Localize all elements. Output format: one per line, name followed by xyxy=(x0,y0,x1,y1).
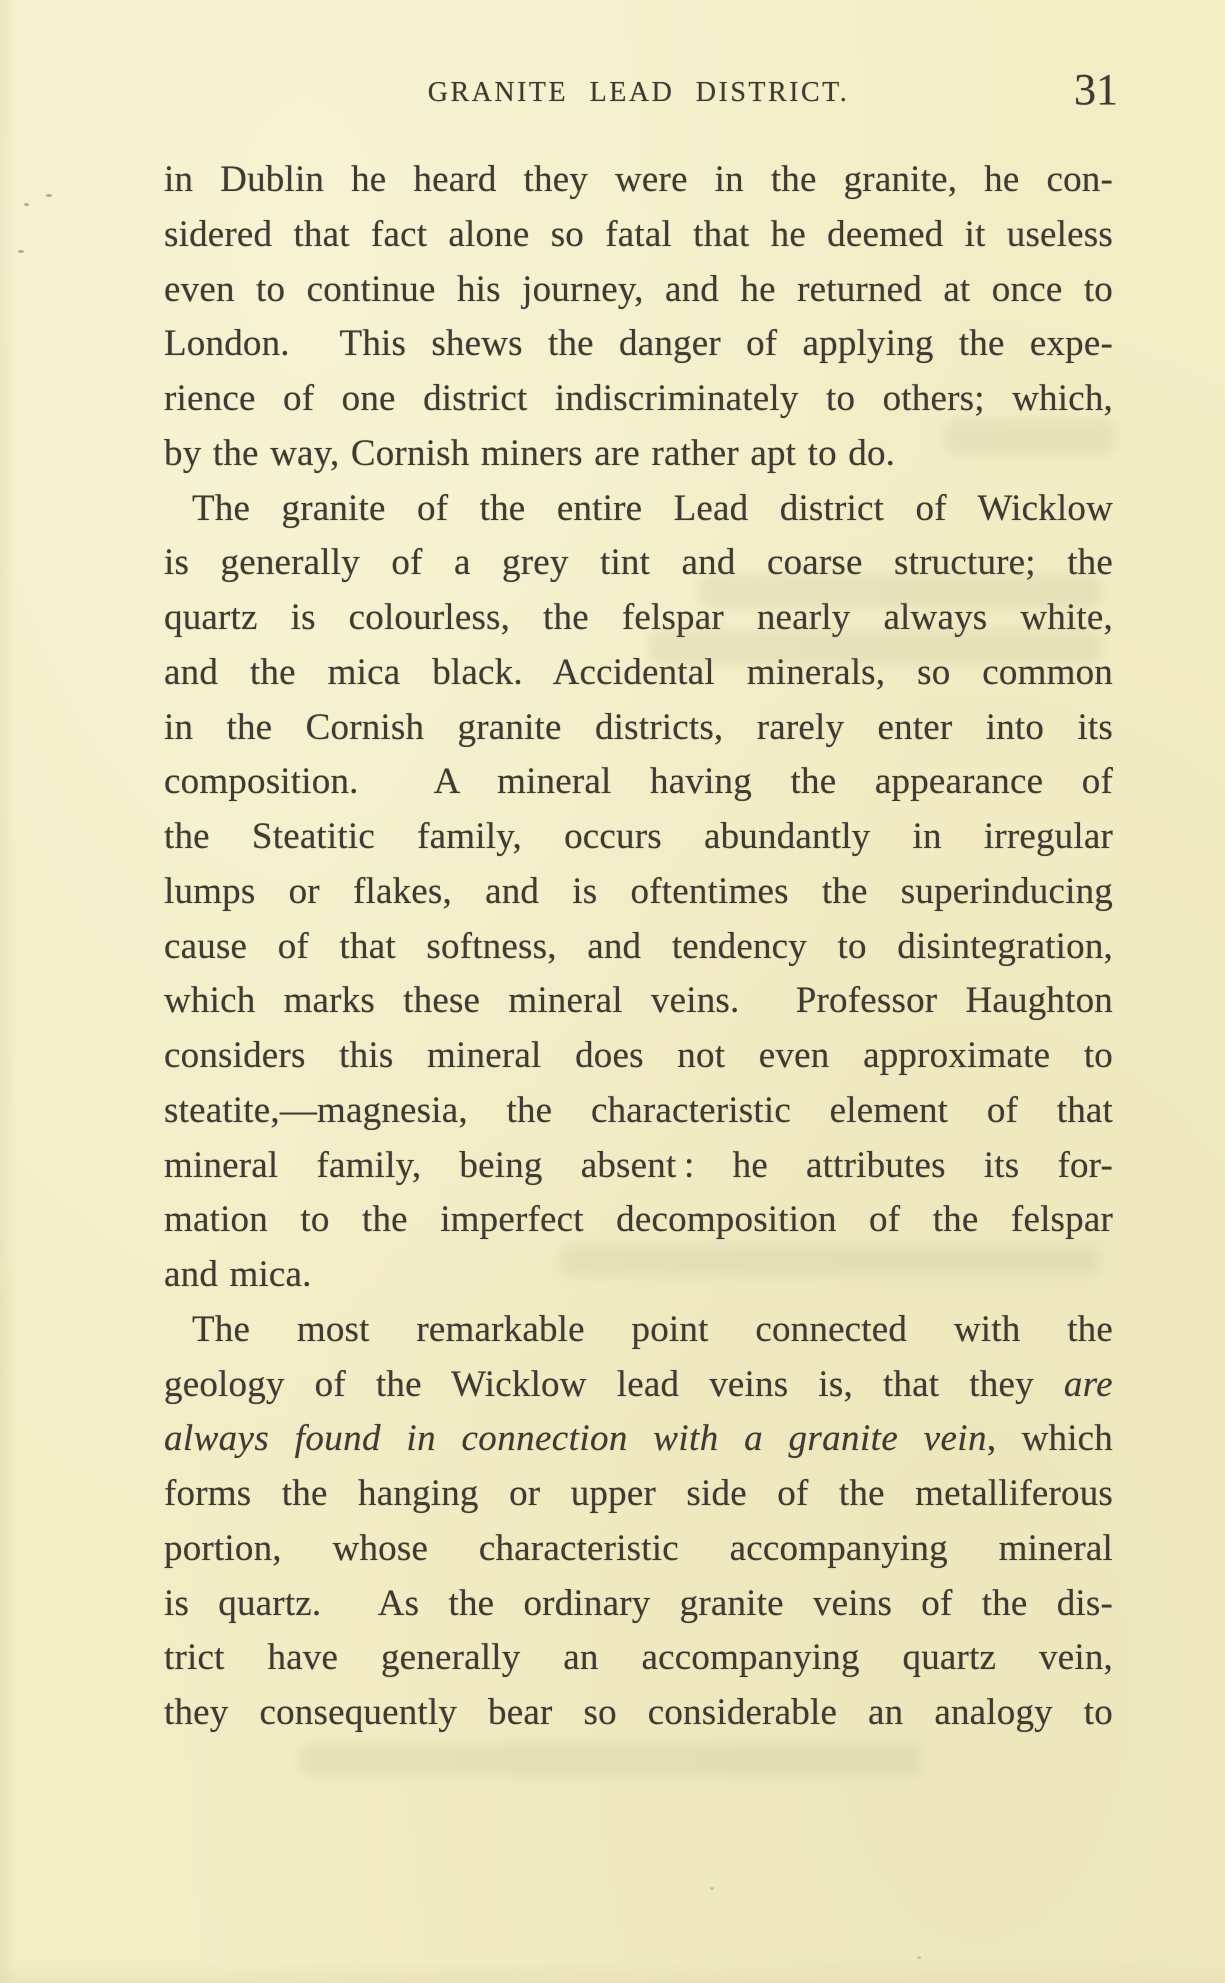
italic-text-segment: are xyxy=(1063,1363,1113,1405)
text-line: in Dublin he heard they were in the granite, he con- xyxy=(164,159,1113,200)
text-line xyxy=(164,1358,1113,1413)
text-line: cause of that softness, and tendency to disintegration, xyxy=(164,925,1113,967)
text-line: which marks these mineral veins. Professor Haughton xyxy=(164,980,1113,1022)
bleedthrough-smudge xyxy=(700,574,1100,608)
paper-speck xyxy=(18,250,24,253)
running-header-title: GRANITE LEAD DISTRICT. xyxy=(427,77,850,108)
text-line: composition. A mineral having the appearance of xyxy=(164,761,1113,803)
text-line: is generally of a grey tint and coarse structure; the xyxy=(164,542,1113,584)
text-line: and mica. xyxy=(164,1254,312,1295)
text-line: London. This shews the danger of applying the expe- xyxy=(164,323,1113,365)
text-line: in the Cornish granite districts, rarely enter into its xyxy=(164,706,1113,748)
bleedthrough-smudge xyxy=(945,420,1115,454)
text-line: by the way, Cornish miners are rather apt to do. xyxy=(164,432,896,474)
text-line: even to continue his journey, and he returned at once to xyxy=(164,268,1113,310)
page-number: 31 xyxy=(1074,65,1118,114)
text-line: sidered that fact alone so fatal that he deemed it useless xyxy=(164,213,1113,255)
text-segment: geology of the Wicklow lead veins is, that they xyxy=(164,1363,1064,1405)
text-line xyxy=(164,1412,1113,1467)
text-line: The most remarkable point connected with the xyxy=(192,1308,1113,1350)
text-line: lumps or flakes, and is oftentimes the superinducing xyxy=(164,870,1113,912)
text-line: portion, whose characteristic accompanying mineral xyxy=(164,1527,1113,1569)
text-line: The granite of the entire Lead district of Wicklow xyxy=(192,487,1113,529)
text-line: trict have generally an accompanying quartz vein, xyxy=(164,1637,1113,1679)
body-text-block xyxy=(164,153,1113,1741)
bleedthrough-smudge xyxy=(560,1246,1100,1276)
text-segment: , which xyxy=(986,1418,1113,1460)
paper-speck xyxy=(917,1956,921,1959)
text-line: quartz is colourless, the felspar nearly always white, xyxy=(164,597,1113,638)
text-line: is quartz. As the ordinary granite veins of the dis- xyxy=(164,1582,1113,1624)
paper-speck xyxy=(24,203,29,206)
text-line: they consequently bear so considerable an analogy to xyxy=(164,1692,1113,1733)
text-line: mation to the imperfect decomposition of the felspar xyxy=(164,1199,1113,1241)
text-line: the Steatitic family, occurs abundantly in irregular xyxy=(164,816,1113,857)
italic-text-segment: always found in connection with a granite vein xyxy=(164,1418,987,1460)
bleedthrough-smudge xyxy=(300,1744,920,1776)
text-line: rience of one district indiscriminately to others; which, xyxy=(164,378,1113,419)
text-line: mineral family, being absent : he attributes its for- xyxy=(164,1144,1113,1186)
text-line: and the mica black. Accidental minerals, so common xyxy=(164,651,1113,693)
paper-speck xyxy=(46,194,52,197)
paper-speck xyxy=(710,1887,714,1890)
text-line: forms the hanging or upper side of the metalliferous xyxy=(164,1473,1113,1514)
text-line: considers this mineral does not even approximate to xyxy=(164,1035,1113,1076)
bleedthrough-smudge xyxy=(650,630,1100,664)
text-line: steatite,—magnesia, the characteristic element of that xyxy=(164,1089,1113,1131)
